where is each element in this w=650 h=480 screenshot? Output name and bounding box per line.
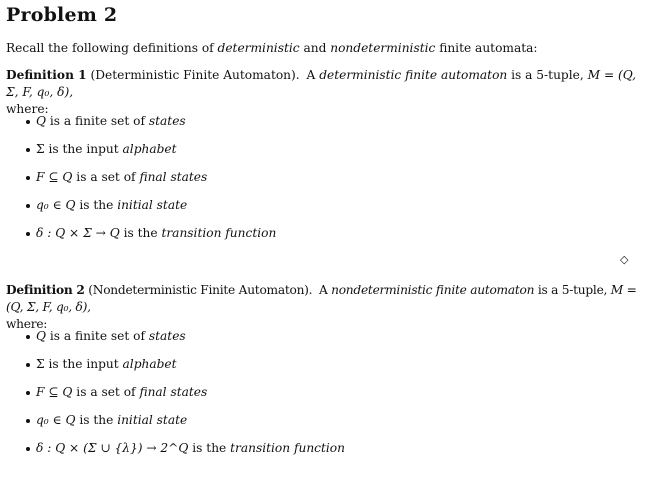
definition-1-tuple: M = (Q, Σ, F, q₀, δ),: [6, 68, 637, 99]
intro-term-deterministic: deterministic: [217, 41, 300, 55]
list-item: [26, 225, 276, 253]
definition-1-term: deterministic finite automaton: [319, 68, 508, 82]
intro-middle: and: [299, 41, 331, 55]
item-text: is the input: [44, 142, 123, 156]
item-math: q₀ ∈ Q: [36, 198, 76, 212]
list-item: [26, 113, 276, 141]
list-item: [26, 169, 276, 197]
intro-paragraph: [6, 41, 538, 55]
definition-2-term: nondeterministic finite automaton: [331, 283, 535, 297]
list-item: [26, 356, 345, 384]
item-text: is the: [75, 198, 118, 212]
item-text: is a set of: [72, 385, 140, 399]
list-item: [26, 141, 276, 169]
item-emph: transition function: [161, 226, 277, 240]
definition-2-list: [26, 328, 345, 468]
definition-1-sentence-middle: is a 5-tuple,: [507, 68, 588, 82]
item-math: F ⊆ Q: [36, 385, 73, 399]
definition-1-where: where:: [6, 102, 49, 116]
item-math: Σ: [36, 142, 45, 156]
definition-2-where: where:: [6, 317, 48, 331]
item-emph: states: [148, 329, 186, 343]
definition-2: [6, 282, 638, 333]
item-math: q₀ ∈ Q: [36, 413, 76, 427]
item-math: δ : Q × (Σ ∪ {λ}) → 2^Q: [36, 441, 189, 455]
definition-2-tuple: M = (Q, Σ, F, q₀, δ),: [6, 283, 637, 314]
end-of-definition-mark: ◇: [620, 253, 629, 266]
definition-2-sentence-prefix: A: [318, 283, 332, 297]
item-emph: alphabet: [122, 357, 177, 371]
item-text: is the: [119, 226, 162, 240]
definition-2-label: Definition 2: [6, 283, 85, 297]
definition-1-sentence-prefix: A: [306, 68, 320, 82]
item-math: Q: [36, 114, 46, 128]
intro-term-nondeterministic: nondeterministic: [330, 41, 436, 55]
item-emph: states: [148, 114, 186, 128]
item-text: is a finite set of: [46, 329, 149, 343]
intro-prefix: Recall the following definitions of: [6, 41, 218, 55]
list-item: [26, 412, 345, 440]
item-text: is a set of: [72, 170, 140, 184]
item-emph: transition function: [230, 441, 345, 455]
definition-1-list: [26, 113, 276, 253]
item-text: is a finite set of: [46, 114, 149, 128]
item-text: is the input: [44, 357, 123, 371]
item-math: δ : Q × Σ → Q: [36, 226, 120, 240]
item-emph: initial state: [117, 198, 188, 212]
item-emph: alphabet: [122, 142, 177, 156]
list-item: [26, 197, 276, 225]
definition-1: [6, 67, 638, 118]
item-math: Q: [36, 329, 46, 343]
item-emph: final states: [139, 385, 208, 399]
item-math: Σ: [36, 357, 45, 371]
definition-1-name: (Deterministic Finite Automaton).: [90, 68, 300, 82]
item-math: F ⊆ Q: [36, 170, 73, 184]
item-emph: initial state: [117, 413, 188, 427]
list-item: [26, 440, 345, 468]
intro-suffix: finite automata:: [435, 41, 538, 55]
problem-title: Problem 2: [6, 4, 118, 26]
item-text: is the: [75, 413, 118, 427]
list-item: [26, 384, 345, 412]
definition-2-name: (Nondeterministic Finite Automaton).: [88, 283, 313, 297]
definition-1-label: Definition 1: [6, 68, 87, 82]
item-emph: final states: [139, 170, 208, 184]
list-item: [26, 328, 345, 356]
item-text: is the: [188, 441, 231, 455]
definition-2-sentence-middle: is a 5-tuple,: [534, 283, 611, 297]
